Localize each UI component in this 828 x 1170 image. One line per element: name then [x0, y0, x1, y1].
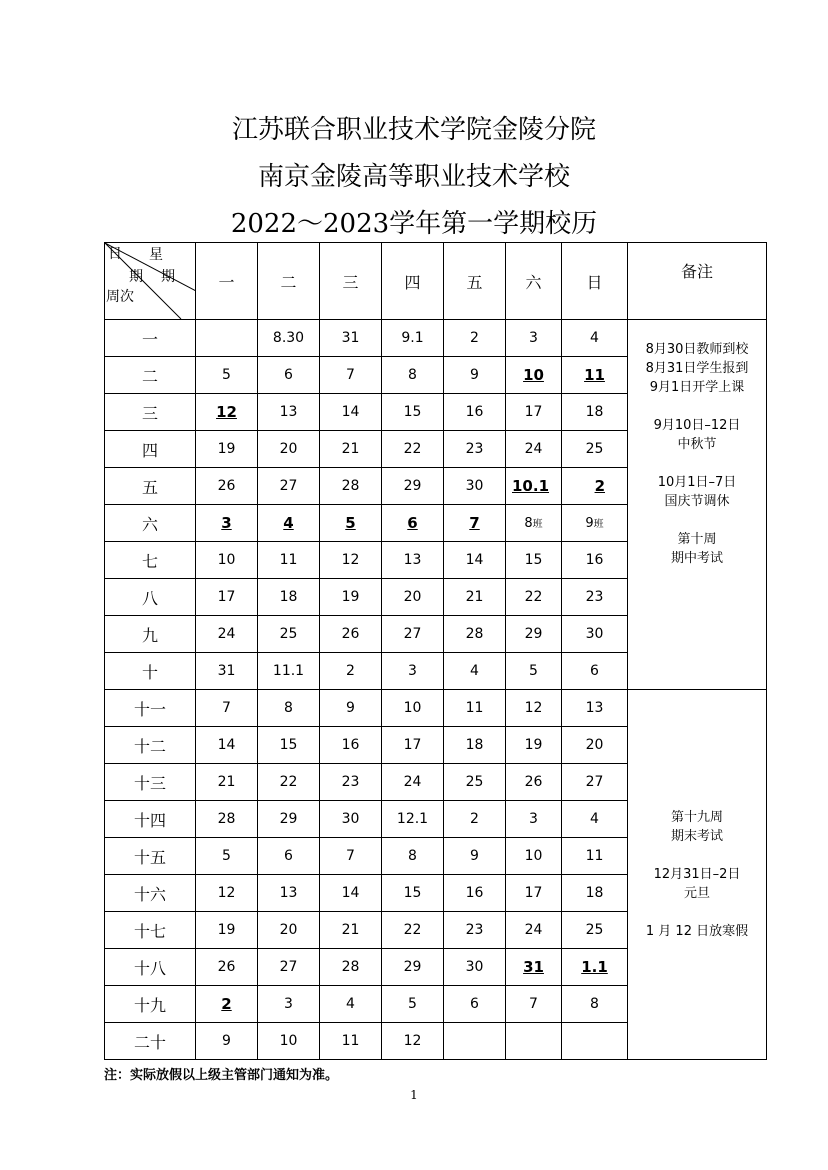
day-cell: 27: [382, 616, 444, 653]
note-spacer: [628, 903, 766, 922]
day-cell: 5: [196, 357, 258, 394]
day-cell: [562, 1023, 628, 1060]
day-cell: 13: [258, 875, 320, 912]
day-cell: 10: [506, 357, 562, 394]
day-cell: 12: [196, 394, 258, 431]
day-cell: 5: [196, 838, 258, 875]
day-cell: 24: [382, 764, 444, 801]
week-row: [105, 320, 767, 357]
day-cell: 25: [444, 764, 506, 801]
day-cell: 4: [258, 505, 320, 542]
day-cell: 26: [506, 764, 562, 801]
day-cell: 29: [382, 949, 444, 986]
week-label: 十五: [105, 838, 196, 875]
day-cell: 3: [258, 986, 320, 1023]
day-cell: 18: [562, 875, 628, 912]
week-label: 五: [105, 468, 196, 505]
day-cell: 24: [506, 431, 562, 468]
day-cell: 4: [562, 801, 628, 838]
day-cell: 29: [506, 616, 562, 653]
day-cell: 31: [196, 653, 258, 690]
day-cell: 10: [196, 542, 258, 579]
week-label: 十三: [105, 764, 196, 801]
header-wed: 三: [320, 243, 382, 320]
day-cell: 23: [562, 579, 628, 616]
day-cell: 2: [444, 801, 506, 838]
day-cell: 6: [562, 653, 628, 690]
day-cell: 7: [444, 505, 506, 542]
day-cell: 12: [506, 690, 562, 727]
header-mon: 一: [196, 243, 258, 320]
day-cell: 19: [196, 912, 258, 949]
day-cell: 8: [382, 838, 444, 875]
day-cell: 19: [506, 727, 562, 764]
day-cell: 17: [196, 579, 258, 616]
calendar-body: [105, 243, 767, 1060]
day-cell: [444, 1023, 506, 1060]
day-cell: 9: [320, 690, 382, 727]
day-cell: 30: [320, 801, 382, 838]
week-label: 一: [105, 320, 196, 357]
note-spacer: [628, 397, 766, 416]
day-cell: 9: [444, 838, 506, 875]
header-sun: 日: [562, 243, 628, 320]
day-cell: 5: [320, 505, 382, 542]
day-cell: 15: [382, 875, 444, 912]
day-cell: 29: [258, 801, 320, 838]
day-cell: 19: [196, 431, 258, 468]
day-cell: 11: [444, 690, 506, 727]
note-spacer: [628, 511, 766, 530]
day-cell: 30: [444, 468, 506, 505]
day-cell: 1.1: [562, 949, 628, 986]
day-cell: 31: [320, 320, 382, 357]
week-label: 八: [105, 579, 196, 616]
corner-zhouci: 周次: [106, 289, 134, 305]
header-row: [105, 243, 767, 320]
week-label: 十二: [105, 727, 196, 764]
day-cell: 21: [444, 579, 506, 616]
day-cell: [562, 505, 628, 542]
day-cell: 3: [506, 320, 562, 357]
notes-second-half: [628, 690, 767, 1060]
day-cell: 25: [562, 431, 628, 468]
day-cell: 17: [506, 394, 562, 431]
day-cell: 8: [382, 357, 444, 394]
day-cell: 15: [506, 542, 562, 579]
day-cell: 20: [258, 912, 320, 949]
day-cell: 9: [444, 357, 506, 394]
week-label: 十九: [105, 986, 196, 1023]
day-cell: 22: [382, 431, 444, 468]
day-cell: 11: [562, 838, 628, 875]
week-row: [105, 690, 767, 727]
note-line: 8月30日教师到校: [645, 342, 749, 357]
day-cell: 16: [444, 875, 506, 912]
day-cell: 24: [506, 912, 562, 949]
day-cell: 7: [196, 690, 258, 727]
week-label: 四: [105, 431, 196, 468]
day-cell: 23: [444, 431, 506, 468]
day-cell: 18: [562, 394, 628, 431]
day-cell: 10: [258, 1023, 320, 1060]
day-cell: 17: [506, 875, 562, 912]
corner-header: [105, 243, 195, 319]
title-line-1: 江苏联合职业技术学院金陵分院: [231, 115, 596, 145]
day-cell: 22: [382, 912, 444, 949]
corner-header-cell: [105, 243, 196, 320]
day-cell: 21: [196, 764, 258, 801]
day-cell: 8.30: [258, 320, 320, 357]
day-cell: 9: [196, 1023, 258, 1060]
notes-first-half: [628, 320, 767, 690]
day-cell: 15: [258, 727, 320, 764]
day-cell: 2: [320, 653, 382, 690]
day-cell: 3: [196, 505, 258, 542]
shift-suffix: 班: [532, 519, 543, 530]
header-sat: 六: [506, 243, 562, 320]
day-cell: 14: [196, 727, 258, 764]
day-cell: 13: [258, 394, 320, 431]
day-cell: [506, 1023, 562, 1060]
note-line: 1 月 12 日放寒假: [645, 924, 749, 939]
day-cell: 11: [562, 357, 628, 394]
day-cell: 6: [258, 838, 320, 875]
note-line: 9月10日–12日: [653, 418, 741, 433]
corner-qi-2: 期: [161, 269, 175, 285]
page-number: 1: [410, 1088, 418, 1102]
week-label: 三: [105, 394, 196, 431]
note-line: 9月1日开学上课: [649, 380, 745, 395]
day-cell: 16: [444, 394, 506, 431]
day-cell: 2: [444, 320, 506, 357]
day-cell: 28: [320, 949, 382, 986]
day-cell: 9.1: [382, 320, 444, 357]
day-cell: 12: [196, 875, 258, 912]
corner-xing: 星: [149, 247, 163, 263]
day-cell: 26: [196, 468, 258, 505]
day-cell: 8: [562, 986, 628, 1023]
day-cell: 4: [444, 653, 506, 690]
day-cell: 10: [506, 838, 562, 875]
day-cell: 21: [320, 912, 382, 949]
note-spacer: [628, 454, 766, 473]
day-cell: 25: [562, 912, 628, 949]
day-cell: 14: [320, 875, 382, 912]
shift-suffix: 班: [593, 519, 604, 530]
day-cell: 18: [258, 579, 320, 616]
day-cell: 20: [382, 579, 444, 616]
shift-day-number: 8: [524, 516, 533, 531]
day-cell: 20: [258, 431, 320, 468]
day-cell: 10.1: [506, 468, 562, 505]
day-cell: 22: [506, 579, 562, 616]
week-label: 十七: [105, 912, 196, 949]
shift-day-number: 9: [585, 516, 594, 531]
week-label: 六: [105, 505, 196, 542]
day-cell: 2: [196, 986, 258, 1023]
day-cell: 27: [258, 949, 320, 986]
day-cell: 10: [382, 690, 444, 727]
note-line: 国庆节调休: [664, 494, 730, 509]
day-cell: 31: [506, 949, 562, 986]
day-cell: 15: [382, 394, 444, 431]
week-label: 二十: [105, 1023, 196, 1060]
day-cell: 5: [382, 986, 444, 1023]
day-cell: 26: [320, 616, 382, 653]
corner-qi-1: 期: [129, 269, 143, 285]
note-line: 12月31日–2日: [653, 867, 741, 882]
day-cell: 18: [444, 727, 506, 764]
week-label: 二: [105, 357, 196, 394]
day-cell: 3: [506, 801, 562, 838]
day-cell: 6: [258, 357, 320, 394]
week-label: 十: [105, 653, 196, 690]
day-cell: 27: [258, 468, 320, 505]
title-line-2: 南京金陵高等职业技术学校: [257, 162, 570, 192]
week-label: 十六: [105, 875, 196, 912]
note-line: 第十九周: [670, 810, 723, 825]
day-cell: [196, 320, 258, 357]
day-cell: 11: [320, 1023, 382, 1060]
day-cell: 7: [506, 986, 562, 1023]
header-tue: 二: [258, 243, 320, 320]
note-line: 期末考试: [670, 829, 723, 844]
day-cell: 4: [320, 986, 382, 1023]
week-label: 九: [105, 616, 196, 653]
day-cell: 6: [382, 505, 444, 542]
school-calendar-table: [104, 242, 767, 1060]
day-cell: 3: [382, 653, 444, 690]
day-cell: 21: [320, 431, 382, 468]
day-cell: [506, 505, 562, 542]
week-label: 十四: [105, 801, 196, 838]
day-cell: 4: [562, 320, 628, 357]
header-thu: 四: [382, 243, 444, 320]
day-cell: 28: [196, 801, 258, 838]
day-cell: 5: [506, 653, 562, 690]
day-cell: 16: [562, 542, 628, 579]
day-cell: 12: [320, 542, 382, 579]
day-cell: 12: [382, 1023, 444, 1060]
note-line: 8月31日学生报到: [645, 361, 749, 376]
day-cell: 24: [196, 616, 258, 653]
day-cell: 17: [382, 727, 444, 764]
day-cell: 29: [382, 468, 444, 505]
day-cell: 16: [320, 727, 382, 764]
day-cell: 2: [562, 468, 628, 505]
day-cell: 11: [258, 542, 320, 579]
day-cell: 23: [320, 764, 382, 801]
week-label: 十八: [105, 949, 196, 986]
note-spacer: [628, 846, 766, 865]
note-line: 期中考试: [670, 551, 723, 566]
day-cell: 23: [444, 912, 506, 949]
header-notes: 备注: [628, 243, 767, 320]
day-cell: 22: [258, 764, 320, 801]
day-cell: 27: [562, 764, 628, 801]
week-label: 十一: [105, 690, 196, 727]
day-cell: 11.1: [258, 653, 320, 690]
day-cell: 13: [562, 690, 628, 727]
week-label: 七: [105, 542, 196, 579]
day-cell: 12.1: [382, 801, 444, 838]
day-cell: 14: [444, 542, 506, 579]
corner-ri: 日: [108, 246, 122, 262]
day-cell: 19: [320, 579, 382, 616]
day-cell: 14: [320, 394, 382, 431]
day-cell: 13: [382, 542, 444, 579]
note-line: 10月1日–7日: [657, 475, 737, 490]
day-cell: 26: [196, 949, 258, 986]
day-cell: 28: [320, 468, 382, 505]
day-cell: 6: [444, 986, 506, 1023]
note-line: 元旦: [683, 886, 710, 901]
day-cell: 8: [258, 690, 320, 727]
footnote: 注：实际放假以上级主管部门通知为准。: [104, 1068, 339, 1083]
title-line-3: 2022～2023学年第一学期校历: [230, 209, 598, 239]
day-cell: 25: [258, 616, 320, 653]
header-fri: 五: [444, 243, 506, 320]
note-line: 第十周: [677, 532, 717, 547]
day-cell: 20: [562, 727, 628, 764]
day-cell: 7: [320, 838, 382, 875]
day-cell: 28: [444, 616, 506, 653]
note-line: 中秋节: [677, 437, 717, 452]
day-cell: 7: [320, 357, 382, 394]
day-cell: 30: [562, 616, 628, 653]
day-cell: 30: [444, 949, 506, 986]
